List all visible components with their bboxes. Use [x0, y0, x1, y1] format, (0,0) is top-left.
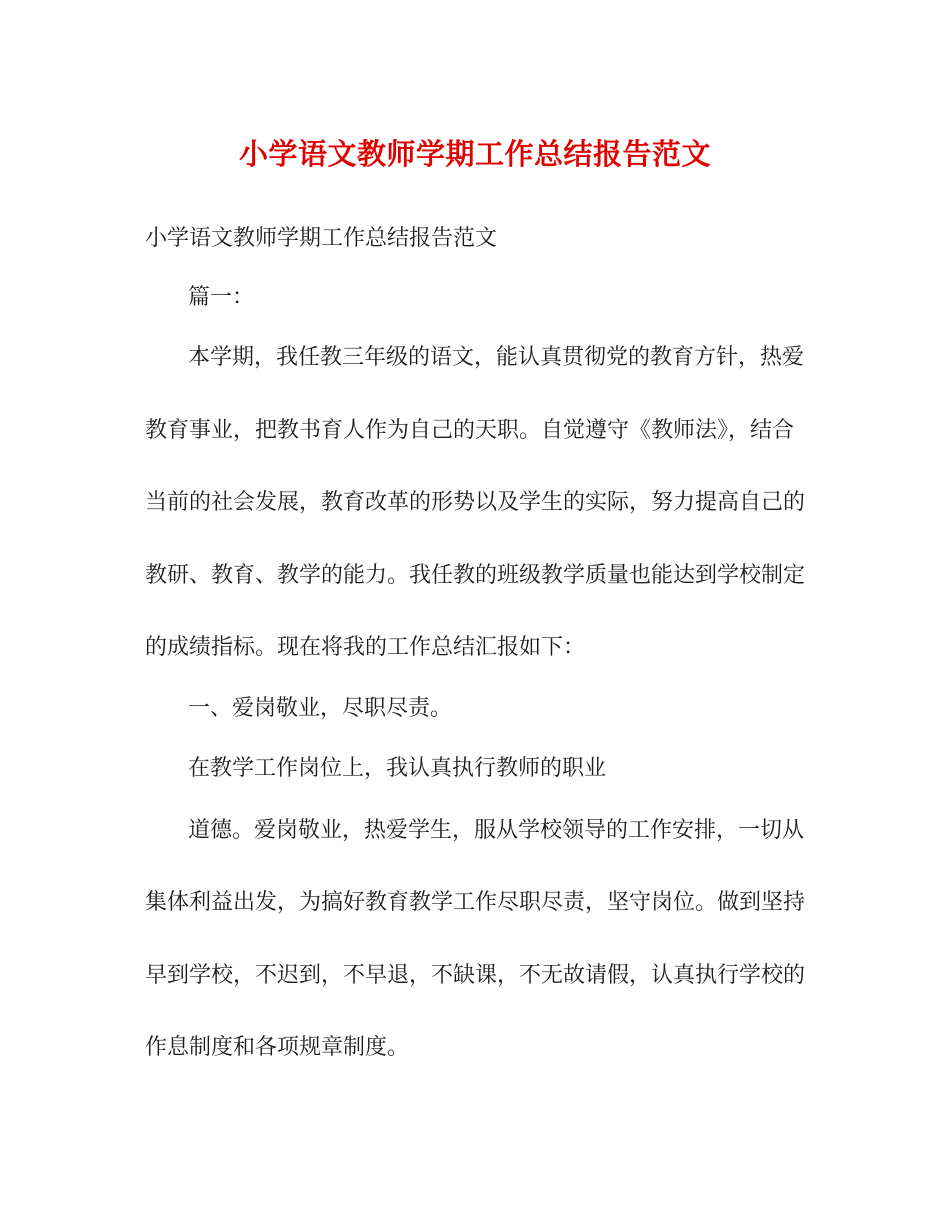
document-title: 小学语文教师学期工作总结报告范文 — [238, 137, 711, 171]
section-heading: 一、爱岗敬业，尽职尽责。 — [188, 696, 453, 721]
paragraph-line: 在教学工作岗位上，我认真执行教师的职业 — [188, 756, 607, 781]
paragraph-line: 教研、教育、教学的能力。我任教的班级教学质量也能达到学校制定 — [145, 563, 806, 588]
section-label: 篇一： — [188, 285, 255, 310]
paragraph-line: 早到学校，不迟到，不早退，不缺课，不无故请假，认真执行学校的 — [145, 963, 806, 988]
paragraph-line: 道德。爱岗敬业，热爱学生，服从学校领导的工作安排，一切从 — [188, 818, 805, 843]
paragraph-line: 当前的社会发展，教育改革的形势以及学生的实际，努力提高自己的 — [145, 490, 806, 515]
paragraph-line: 教育事业，把教书育人作为自己的天职。自觉遵守《教师法》，结合 — [145, 418, 795, 443]
paragraph-line: 集体利益出发，为搞好教育教学工作尽职尽责，坚守岗位。做到坚持 — [145, 890, 806, 915]
paragraph-line: 作息制度和各项规章制度。 — [145, 1035, 410, 1060]
paragraph-line: 本学期，我任教三年级的语文，能认真贯彻党的教育方针，热爱 — [188, 345, 805, 370]
paragraph-line: 的成绩指标。现在将我的工作总结汇报如下： — [145, 635, 586, 660]
document-subtitle: 小学语文教师学期工作总结报告范文 — [145, 226, 498, 251]
